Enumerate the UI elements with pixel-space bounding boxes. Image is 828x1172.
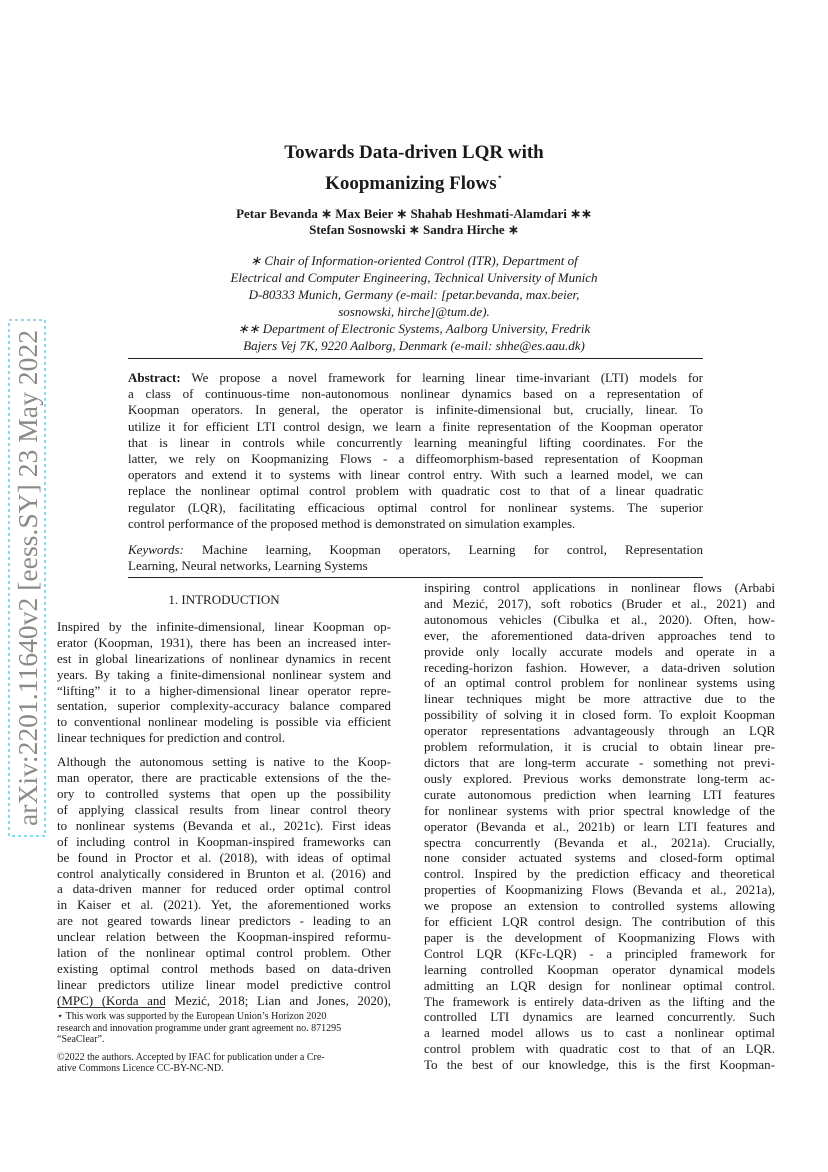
abstract-line: We propose a novel framework for learning linear time-invariant (LTI) models for	[180, 370, 703, 385]
affiliation-line: ∗ Chair of Information-oriented Control (ITR), Department of	[250, 253, 578, 268]
abstract-line: a class of continuous-time non-autonomous nonlinear dynamics based on a representation of	[128, 386, 703, 402]
footnote-line: research and innovation programme under grant agreement no. 871295	[57, 1022, 342, 1034]
left-column	[57, 592, 391, 1009]
affiliation-line: ∗∗ Department of Electronic Systems, Aalborg University, Fredrik	[237, 321, 591, 336]
text-line: ever, the aforementioned data-driven approaches tend to	[424, 627, 775, 643]
text-line: est in global linearizations of nonlinear dynamics in recent	[57, 650, 391, 666]
text-line: in Kaiser et al. (2021). Yet, the aforementioned works	[57, 897, 391, 913]
text-line: provide only locally accurate models and operate in a	[424, 643, 775, 659]
text-line: lation of the nonlinear optimal control problem. Other	[57, 945, 391, 961]
title-footnote-mark: ⋆	[496, 172, 503, 183]
abstract-line: regulator (LQR), facilitating efficacious optimal control for nonlinear systems. The superior	[128, 499, 703, 515]
abstract-top-rule	[128, 358, 703, 359]
author-list	[150, 206, 678, 238]
text-line: linear techniques might be more attractive due to the	[424, 691, 775, 707]
text-line: operator (Bevanda et al., 2021b) or learn LTI features and	[424, 818, 775, 834]
footnotes	[57, 1011, 391, 1075]
text-line: for efficient LQR control design. The contribution of this	[424, 914, 775, 930]
text-line: and Mezić, 2017), soft robotics (Bruder et al., 2021) and	[424, 595, 775, 611]
text-line: receding-horizon fashion. However, a data-driven solution	[424, 659, 775, 675]
text-line: of applying classical results from linear control theory	[57, 801, 391, 817]
text-line: ously explored. Previous works demonstrate long-term ac-	[424, 770, 775, 786]
text-line: a learned model allows us to cast a nonlinear optimal	[424, 1025, 775, 1041]
affiliation-line: Bajers Vej 7K, 9220 Aalborg, Denmark (e-mail: shhe@es.aau.dk)	[243, 338, 585, 353]
text-line: of an optimal control problem for nonlinear systems using	[424, 675, 775, 691]
abstract	[128, 370, 703, 532]
arxiv-stamp	[6, 318, 48, 838]
text-line: to nonlinear systems (Bevanda et al., 2021c). First ideas	[57, 817, 391, 833]
text-line: The framework is entirely data-driven as the lifting and the	[424, 993, 775, 1009]
text-line: for nonlinear systems with prior spectral knowledge of the	[424, 802, 775, 818]
authors-line-1: Petar Bevanda ∗ Max Beier ∗ Shahab Heshmati-Alamdari ∗∗	[236, 206, 592, 221]
text-line: are not geared towards linear predictors - leading to an	[57, 913, 391, 929]
text-line: control problem with quadratic cost to that of an LQR.	[424, 1041, 775, 1057]
text-line: linear techniques for prediction and control.	[57, 730, 286, 746]
text-line: learning controlled Koopman operator dynamical models	[424, 961, 775, 977]
abstract-line: utilize it for efficient LTI control design, we learn a finite representation of the Koopman operator	[128, 418, 703, 434]
text-line: of including control in Koopman-inspired frameworks can	[57, 833, 391, 849]
text-line: Inspired by the infinite-dimensional, linear Koopman op-	[57, 618, 391, 634]
authors-line-2: Stefan Sosnowski ∗ Sandra Hirche ∗	[309, 222, 519, 237]
abstract-line: that is linear in controls while concurrently learning meaningful lifting coordinates. For the	[128, 434, 703, 450]
keywords-label: Keywords:	[128, 542, 184, 557]
abstract-label: Abstract:	[128, 370, 181, 385]
text-line: “lifting” it to a higher-dimensional linear operator repre-	[57, 682, 391, 698]
affiliation-line: D-80333 Munich, Germany (e-mail: [petar.bevanda, max.beier,	[248, 287, 580, 302]
affiliation-line: sosnowski, hirche]@tum.de).	[338, 304, 490, 319]
footnote-line: ⋆ This work was supported by the European Union’s Horizon 2020	[57, 1011, 327, 1022]
text-line: Control LQR (KFc-LQR) - a principled framework for	[424, 945, 775, 961]
text-line: erator (Koopman, 1931), there has been an increased inter-	[57, 634, 391, 650]
title-line-2: Koopmanizing Flows	[325, 173, 497, 194]
text-line: curate autonomous prediction when learning LTI features	[424, 786, 775, 802]
copyright-line: ©2022 the authors. Accepted by IFAC for publication under a Cre-	[57, 1051, 325, 1063]
text-line: we propose an extension to controlled systems allowing	[424, 898, 775, 914]
text-line: ory to controlled systems that open up the possibility	[57, 785, 391, 801]
text-line: controlled LTI dynamics are learned concurrently. Such	[424, 1009, 775, 1025]
footnote-rule	[57, 1007, 165, 1008]
text-line: none consider actuated systems and closed-form optimal	[424, 850, 775, 866]
right-column	[424, 580, 775, 1073]
text-line: spectra concurrently (Bevanda et al., 2021a). Crucially,	[424, 834, 775, 850]
text-line: dictors that are long-term accurate - something not previ-	[424, 754, 775, 770]
text-line: a data-driven manner for reduced order optimal control	[57, 881, 391, 897]
intro-paragraph-2	[57, 754, 391, 1009]
text-line: (MPC) (Korda and Mezić, 2018; Lian and Jones, 2020),	[57, 992, 391, 1008]
text-line: operator representations advantageously through an LQR	[424, 723, 775, 739]
title-line-1: Towards Data-driven LQR with	[284, 142, 544, 163]
text-line: problem reformulation, it is crucial to obtain linear pre-	[424, 739, 775, 755]
abstract-line: Koopman operators. In general, the operator is infinite-dimensional but, crucially, linear. To	[128, 402, 703, 418]
text-line: unclear relation between the Koopman-inspired reformu-	[57, 929, 391, 945]
arxiv-id: arXiv:2201.11640v2 [eess.SY] 23 May 2022	[13, 341, 43, 826]
section-heading-introduction: 1. INTRODUCTION	[168, 592, 280, 607]
text-line: Although the autonomous setting is native to the Koop-	[57, 754, 391, 770]
affiliation-line: Electrical and Computer Engineering, Technical University of Munich	[230, 270, 598, 285]
text-line: be found in Proctor et al. (2018), with ideas of optimal	[57, 849, 391, 865]
keywords-line-2: Learning, Neural networks, Learning Systems	[128, 558, 368, 573]
abstract-line: replace the nonlinear optimal control problem with quadratic cost to that of a linear quadratic	[128, 483, 703, 499]
text-line: admitting an LQR design for nonlinear optimal control.	[424, 977, 775, 993]
abstract-line: operators and extend it to systems with linear control entry. With such a learned model, we can	[128, 467, 703, 483]
paper-title	[180, 140, 648, 196]
keywords-bottom-rule	[128, 577, 703, 578]
text-line: properties of Koopmanizing Flows (Bevanda et al., 2021a),	[424, 882, 775, 898]
copyright-line: ative Commons Licence CC-BY-NC-ND.	[57, 1063, 224, 1074]
keywords-line-1: Machine learning, Koopman operators, Learning for control, Representation	[183, 542, 703, 557]
footnote-line: “SeaClear”.	[57, 1034, 105, 1045]
text-line: inspiring control applications in nonlinear flows (Arbabi	[424, 580, 775, 595]
text-line: control analytically considered in Brunton et al. (2016) and	[57, 865, 391, 881]
text-line: linear predictors utilize linear model predictive control	[57, 976, 391, 992]
text-line: possibility of solving it in closed form. To exploit Koopman	[424, 707, 775, 723]
text-line: sentation, superior complexity-accuracy balance compared	[57, 698, 391, 714]
text-line: autonomous vehicles (Cibulka et al., 2020). Often, how-	[424, 611, 775, 627]
abstract-line: control performance of the proposed method is demonstrated on simulation examples.	[128, 515, 576, 531]
text-line: paper is the development of Koopmanizing Flows with	[424, 929, 775, 945]
text-line: To the best of our knowledge, this is the first Koopman-	[424, 1057, 775, 1073]
text-line: man operator, there are practicable extensions of the the-	[57, 770, 391, 786]
text-line: control. Inspired by the prediction efficacy and theoretical	[424, 866, 775, 882]
text-line: to conventional nonlinear modeling is possible via efficient	[57, 714, 391, 730]
intro-paragraph-1	[57, 619, 391, 746]
keywords	[128, 542, 703, 574]
text-line: existing optimal control methods based on data-driven	[57, 960, 391, 976]
abstract-line: latter, we rely on Koopmanizing Flows - a diffeomorphism-based representation of Koopman	[128, 451, 703, 467]
text-line: years. By taking a finite-dimensional nonlinear system and	[57, 666, 391, 682]
affiliations	[150, 252, 678, 354]
